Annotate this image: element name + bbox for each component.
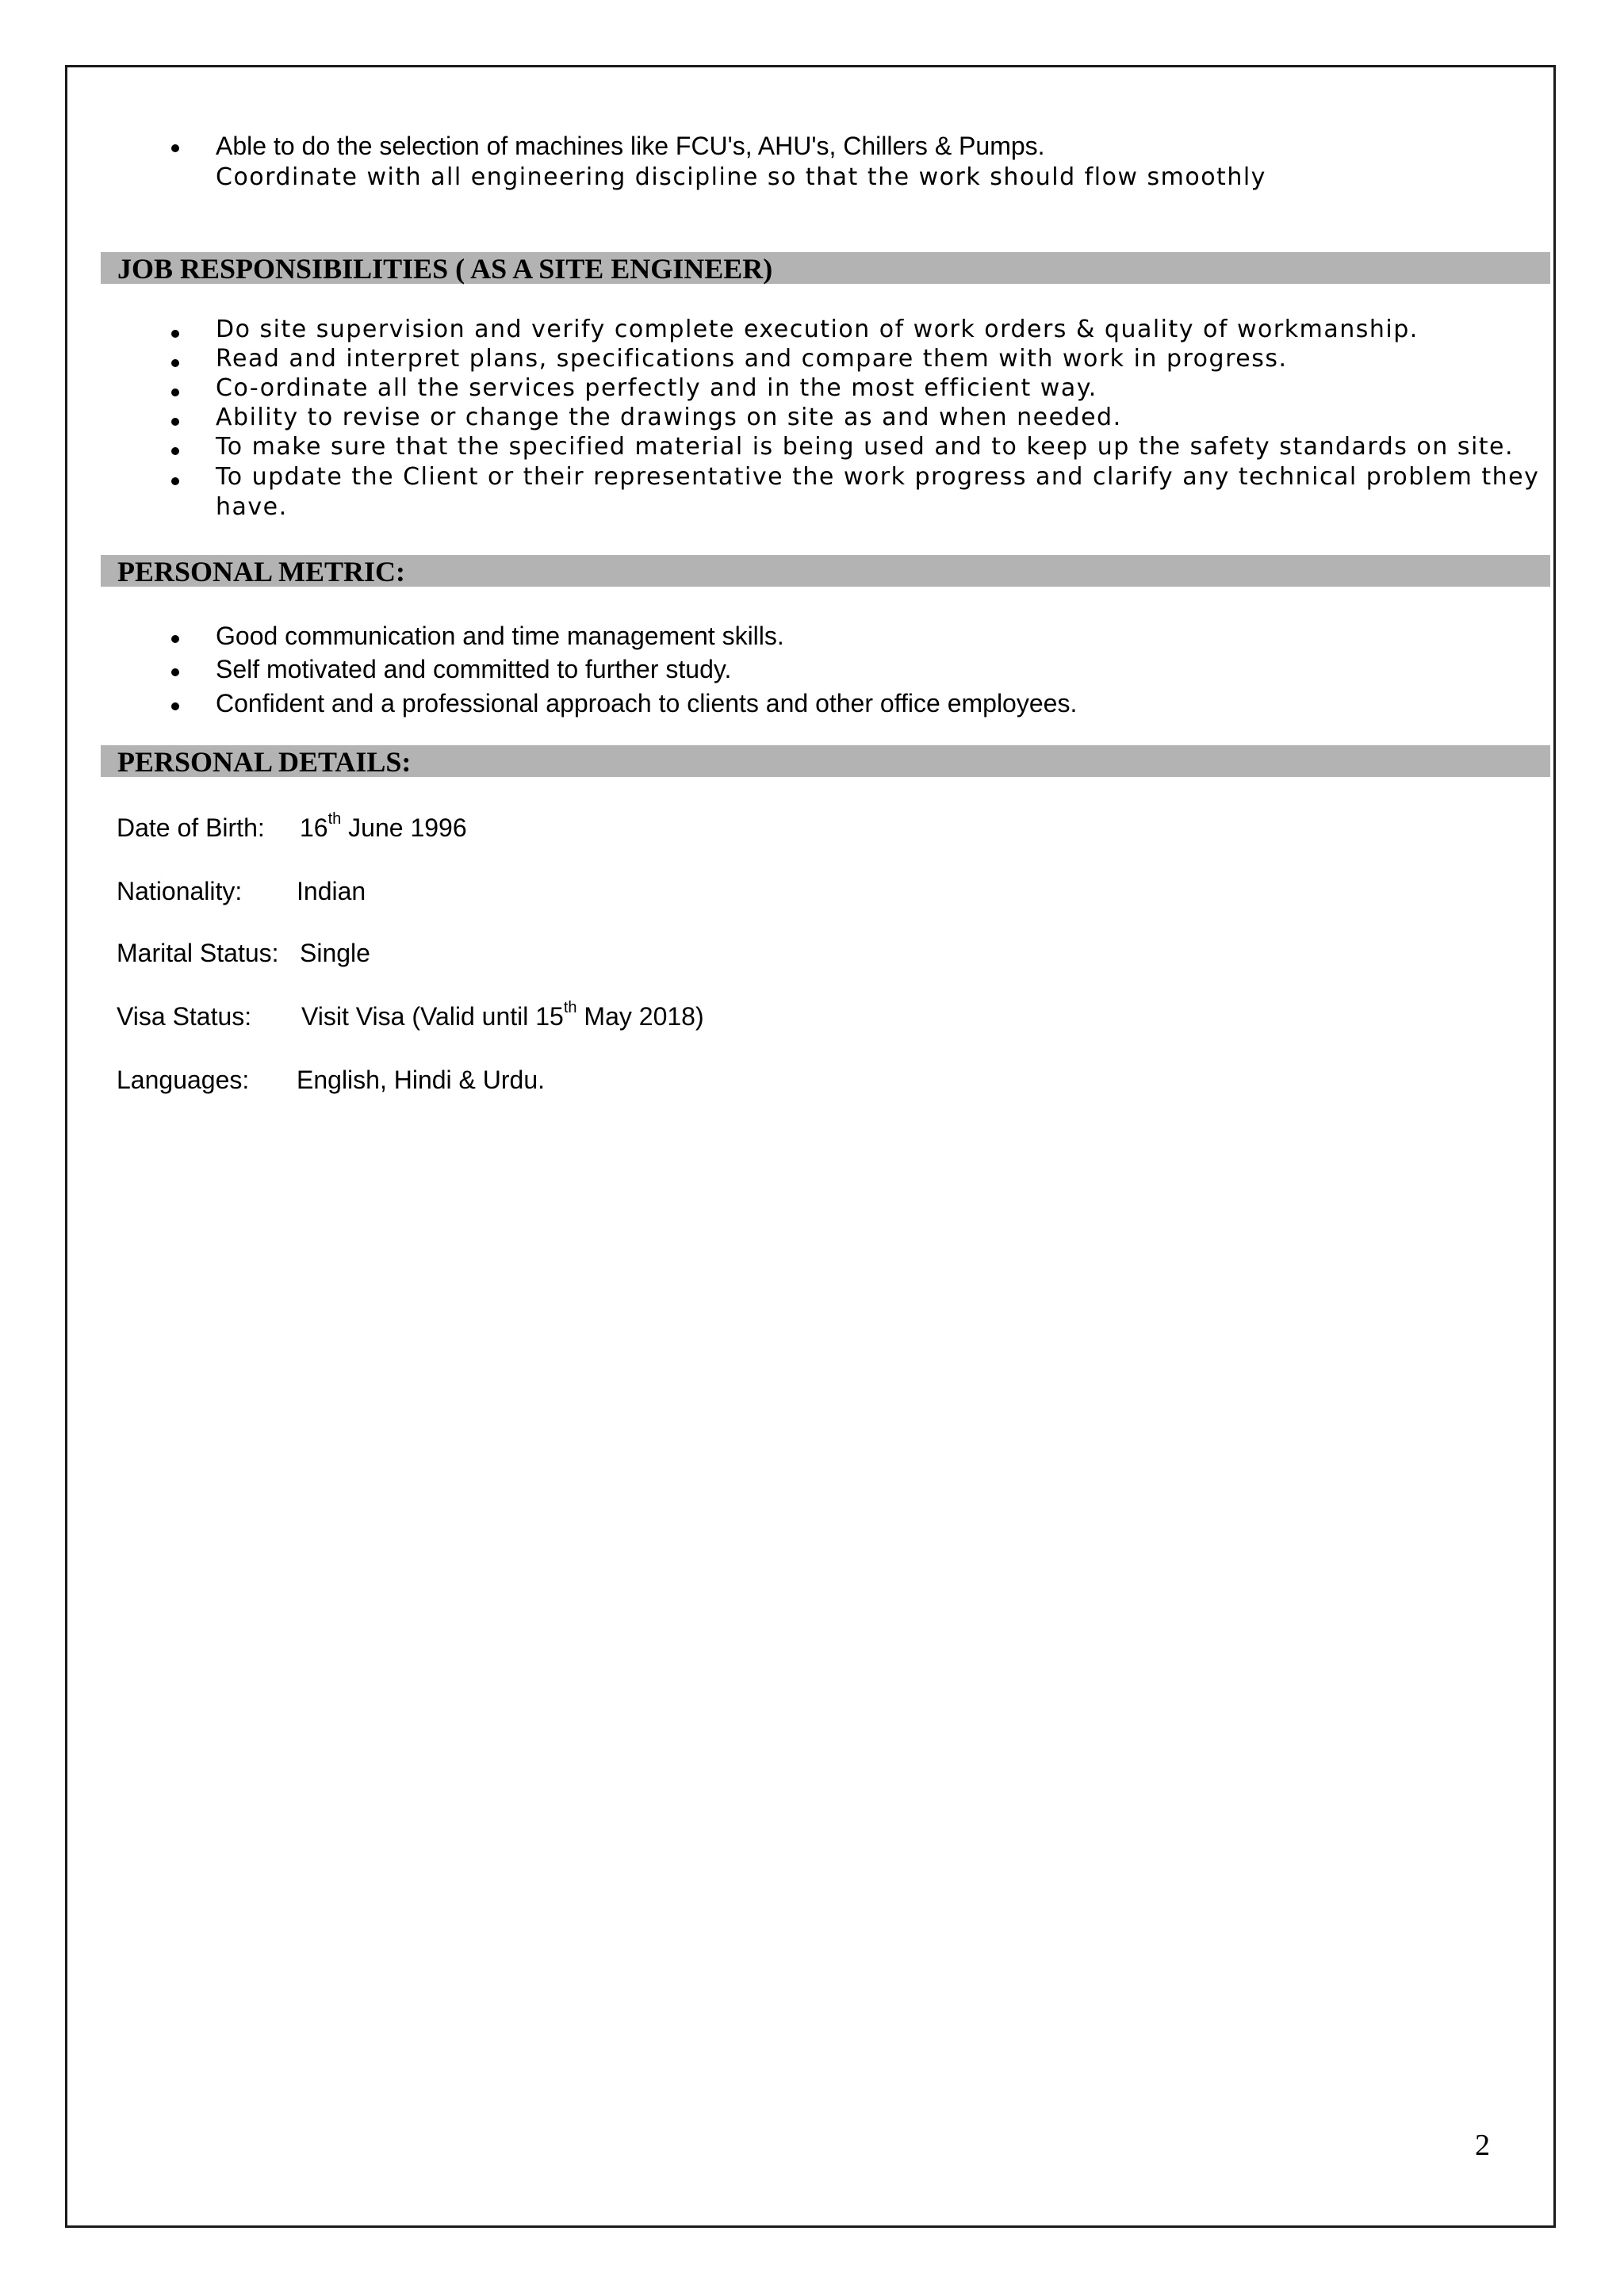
bullet-icon [171, 388, 179, 396]
visa-value-post: May 2018) [584, 1002, 704, 1031]
bullet-icon [171, 635, 179, 643]
intro-bullet-line1: Able to do the selection of machines like FCU's, AHU's, Chillers & Pumps. [216, 132, 1045, 160]
bullet-icon [171, 418, 179, 426]
job-item: Read and interpret plans, specifications and compare them with work in progress. [216, 345, 1288, 373]
bullet-icon [171, 702, 179, 710]
dob-label: Date of Birth: [117, 813, 265, 842]
marital-value: Single [300, 939, 370, 967]
bullet-icon [171, 330, 179, 338]
section-heading-personal-details: PERSONAL DETAILS: [101, 745, 1550, 777]
dob-value [300, 810, 467, 843]
job-item: Ability to revise or change the drawings on site as and when needed. [216, 404, 1122, 431]
section-heading-job-responsibilities: JOB RESPONSIBILITIES ( AS A SITE ENGINEER) [101, 252, 1550, 284]
bullet-icon [171, 668, 179, 676]
bullet-icon [171, 144, 179, 152]
marital-label: Marital Status: [117, 939, 279, 967]
nationality-value: Indian [297, 877, 366, 905]
visa-value-pre: Visit Visa (Valid until 15 [301, 1002, 564, 1031]
dob-rest: June 1996 [348, 813, 467, 842]
page-number: 2 [1475, 2129, 1490, 2162]
languages-label: Languages: [117, 1066, 250, 1094]
visa-label: Visa Status: [117, 1002, 252, 1031]
languages-value: English, Hindi & Urdu. [297, 1066, 546, 1094]
bullet-icon [171, 359, 179, 367]
job-item: Co-ordinate all the services perfectly and in the most efficient way. [216, 374, 1097, 402]
metric-item: Good communication and time management skills. [216, 622, 784, 650]
job-item: To make sure that the specified material is being used and to keep up the safety standards on site. [216, 433, 1515, 461]
visa-suffix: th [563, 999, 577, 1016]
section-heading-personal-metric: PERSONAL METRIC: [101, 555, 1550, 587]
bullet-icon [171, 447, 179, 455]
bullet-icon [171, 477, 179, 485]
nationality-label: Nationality: [117, 877, 243, 905]
intro-bullet-line2: Coordinate with all engineering discipline so that the work should flow smoothly [216, 163, 1266, 191]
metric-item: Confident and a professional approach to clients and other office employees. [216, 689, 1078, 718]
dob-day: 16 [300, 813, 328, 842]
metric-item: Self motivated and committed to further study. [216, 655, 732, 683]
dob-suffix: th [327, 810, 342, 828]
job-item: To update the Client or their representative the work progress and clarify any technical problem they [216, 463, 1540, 491]
job-item: Do site supervision and verify complete execution of work orders & quality of workmanship. [216, 316, 1419, 343]
visa-value [301, 999, 704, 1031]
job-item-continuation: have. [216, 493, 288, 521]
